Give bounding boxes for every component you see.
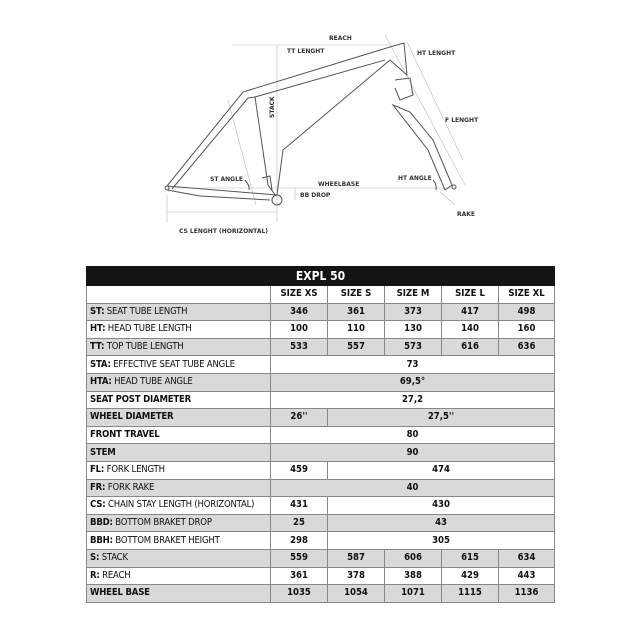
row-label	[87, 567, 271, 585]
row-label-name: TOP TUBE LENGTH	[104, 341, 184, 353]
empty-header-cell	[87, 286, 271, 304]
row-label-abbr: FR:	[90, 481, 106, 493]
table-row	[87, 373, 555, 391]
size-header: SIZE XL	[499, 286, 555, 304]
row-label	[87, 303, 271, 321]
row-label	[87, 497, 271, 515]
row-label-name: FORK RAKE	[105, 481, 155, 493]
row-label-abbr: HT:	[90, 323, 106, 335]
table-row	[87, 356, 555, 374]
value-cell: 1136	[499, 585, 555, 603]
value-cell: 616	[442, 338, 499, 356]
value-cell: 474	[328, 461, 555, 479]
row-label	[87, 356, 271, 374]
row-label-name: REACH	[99, 569, 131, 581]
label-reach: REACH	[329, 35, 352, 42]
value-cell: 431	[271, 497, 328, 515]
label-ht-angle: HT ANGLE	[398, 175, 432, 182]
value-cell: 587	[328, 549, 385, 567]
geometry-table	[86, 266, 555, 603]
size-header: SIZE M	[385, 286, 442, 304]
row-label-abbr: FRONT TRAVEL	[90, 429, 160, 441]
bike-geometry-diagram	[0, 0, 640, 250]
row-label-name: CHAIN STAY LENGTH (HORIZONTAL)	[105, 499, 255, 511]
label-st-angle: ST ANGLE	[210, 176, 244, 183]
value-cell: 298	[271, 532, 328, 550]
value-cell: 417	[442, 303, 499, 321]
value-cell: 1115	[442, 585, 499, 603]
value-cell: 25	[271, 514, 328, 532]
row-label	[87, 514, 271, 532]
row-label-name: HEAD TUBE ANGLE	[111, 376, 193, 388]
size-header: SIZE S	[328, 286, 385, 304]
value-cell: 27,2	[271, 391, 555, 409]
row-label-name: FORK LENGTH	[104, 464, 165, 476]
value-cell: 361	[271, 567, 328, 585]
row-label	[87, 391, 271, 409]
value-cell: 69,5°	[271, 373, 555, 391]
table-row	[87, 391, 555, 409]
row-label-name: HEAD TUBE LENGTH	[105, 323, 192, 335]
table-row	[87, 461, 555, 479]
value-cell: 559	[271, 549, 328, 567]
value-cell: 80	[271, 426, 555, 444]
table-row	[87, 514, 555, 532]
value-cell: 1054	[328, 585, 385, 603]
label-rake: RAKE	[457, 211, 476, 218]
size-header-row	[87, 286, 555, 304]
value-cell: 430	[328, 497, 555, 515]
value-cell: 533	[271, 338, 328, 356]
row-label-abbr: BBD:	[90, 517, 113, 529]
value-cell: 636	[499, 338, 555, 356]
value-cell: 100	[271, 321, 328, 339]
row-label	[87, 585, 271, 603]
value-cell: 140	[442, 321, 499, 339]
value-cell: 373	[385, 303, 442, 321]
row-label-abbr: STEM	[90, 446, 116, 458]
row-label	[87, 479, 271, 497]
row-label-abbr: BBH:	[90, 534, 113, 546]
table-row	[87, 532, 555, 550]
value-cell: 443	[499, 567, 555, 585]
table-row	[87, 303, 555, 321]
row-label-abbr: R:	[90, 569, 100, 581]
table-row	[87, 585, 555, 603]
table-row	[87, 567, 555, 585]
value-cell: 160	[499, 321, 555, 339]
row-label-abbr: CS:	[90, 499, 106, 511]
value-cell: 459	[271, 461, 328, 479]
table-row	[87, 321, 555, 339]
row-label-name: STACK	[99, 552, 128, 564]
row-label	[87, 532, 271, 550]
size-header: SIZE L	[442, 286, 499, 304]
row-label	[87, 426, 271, 444]
table-row	[87, 444, 555, 462]
value-cell: 346	[271, 303, 328, 321]
table-title: EXPL 50	[87, 267, 555, 286]
label-f-length: F LENGHT	[445, 117, 479, 124]
row-label	[87, 461, 271, 479]
table-row	[87, 338, 555, 356]
value-cell: 557	[328, 338, 385, 356]
row-label-abbr: WHEEL BASE	[90, 587, 150, 599]
table-row	[87, 479, 555, 497]
row-label-name: BOTTOM BRAKET DROP	[112, 517, 212, 529]
row-label-name: SEAT TUBE LENGTH	[104, 305, 188, 317]
value-cell: 615	[442, 549, 499, 567]
value-cell: 388	[385, 567, 442, 585]
value-cell: 130	[385, 321, 442, 339]
value-cell: 26''	[271, 409, 328, 427]
label-wheelbase: WHEELBASE	[318, 181, 360, 188]
table-row	[87, 426, 555, 444]
label-bb-drop: BB DROP	[300, 192, 331, 199]
row-label	[87, 321, 271, 339]
size-header: SIZE XS	[271, 286, 328, 304]
row-label-abbr: ST:	[90, 305, 105, 317]
value-cell: 498	[499, 303, 555, 321]
value-cell: 1071	[385, 585, 442, 603]
row-label-abbr: SEAT POST DIAMETER	[90, 393, 192, 405]
value-cell: 110	[328, 321, 385, 339]
value-cell: 27,5''	[328, 409, 555, 427]
row-label-name: EFFECTIVE SEAT TUBE ANGLE	[110, 358, 235, 370]
row-label-abbr: HTA:	[90, 376, 112, 388]
row-label-abbr: TT:	[90, 341, 105, 353]
value-cell: 378	[328, 567, 385, 585]
row-label	[87, 549, 271, 567]
table-row	[87, 497, 555, 515]
row-label	[87, 409, 271, 427]
value-cell: 305	[328, 532, 555, 550]
label-tt-length: TT LENGHT	[287, 48, 325, 55]
value-cell: 73	[271, 356, 555, 374]
row-label-abbr: STA:	[90, 358, 111, 370]
value-cell: 361	[328, 303, 385, 321]
value-cell: 606	[385, 549, 442, 567]
value-cell: 429	[442, 567, 499, 585]
value-cell: 634	[499, 549, 555, 567]
row-label-abbr: WHEEL DIAMETER	[90, 411, 174, 423]
table-row	[87, 549, 555, 567]
row-label-abbr: FL:	[90, 464, 105, 476]
row-label	[87, 373, 271, 391]
value-cell: 90	[271, 444, 555, 462]
value-cell: 40	[271, 479, 555, 497]
label-cs-length: CS LENGHT (HORIZONTAL)	[179, 228, 269, 235]
value-cell: 1035	[271, 585, 328, 603]
value-cell: 43	[328, 514, 555, 532]
value-cell: 573	[385, 338, 442, 356]
label-ht-length: HT LENGHT	[417, 50, 456, 57]
table-row	[87, 409, 555, 427]
row-label	[87, 444, 271, 462]
label-stack: STACK	[269, 96, 276, 118]
row-label-name: BOTTOM BRAKET HEIGHT	[112, 534, 220, 546]
row-label-abbr: S:	[90, 552, 100, 564]
row-label	[87, 338, 271, 356]
